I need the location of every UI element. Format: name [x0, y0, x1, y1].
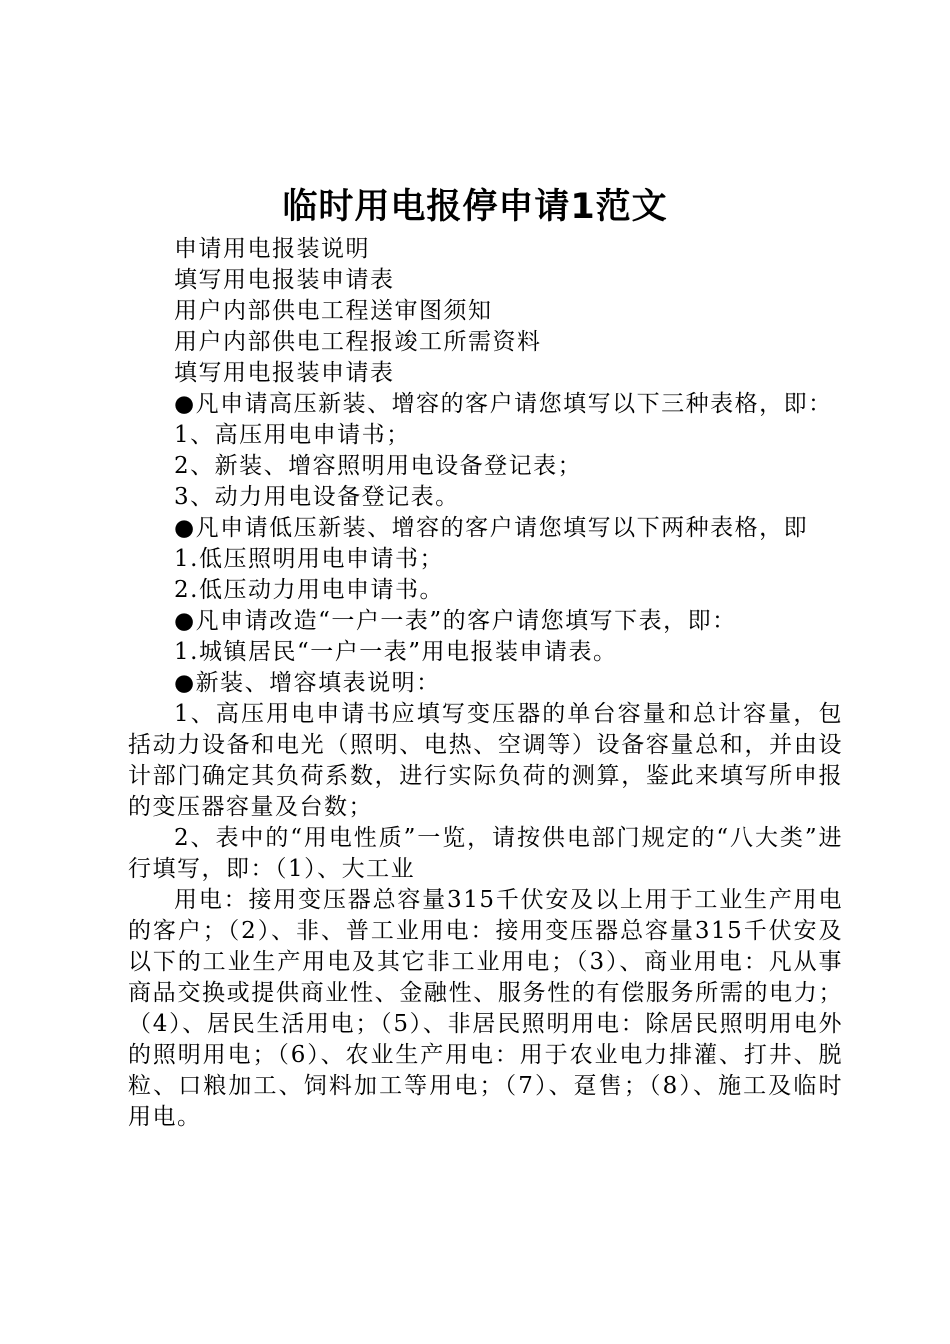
paragraph: 2、表中的“用电性质”一览，请按供电部门规定的“八大类”进行填写，即：（1）、大工业 [128, 825, 843, 882]
document-body [128, 234, 843, 1133]
paragraph: 用电：接用变压器总容量315千伏安及以上用于工业生产用电的客户；（2）、非、普工业用电：接用变压器总容量315千伏安及以下的工业生产用电及其它非工业用电；（3）、商业用电：凡从事商品交换或提供商业性、金融性、服务性的有偿服务所需的电力；（4）、居民生活用电；（5）、非居民照明用电：除居民照明用电外的照明用电；（6）、农业生产用电：用于农业电力排灌、打井、脱粒、口粮加工、饲料加工等用电；（7）、趸售；（8）、施工及临时用电。 [128, 887, 843, 1130]
paragraph: 用户内部供电工程报竣工所需资料 [174, 329, 542, 355]
paragraph: 1.低压照明用电申请书； [174, 546, 444, 572]
document-title: 临时用电报停申请1范文 [282, 187, 668, 227]
paragraph: ●凡申请高压新装、增容的客户请您填写以下三种表格，即： [174, 391, 833, 417]
paragraph: 2.低压动力用电申请书。 [174, 577, 444, 603]
paragraph: 用户内部供电工程送审图须知 [174, 298, 493, 324]
paragraph: ●凡申请低压新装、增容的客户请您填写以下两种表格，即 [174, 515, 809, 541]
paragraph: 申请用电报装说明 [174, 236, 370, 262]
paragraph: ●新装、增容填表说明： [174, 670, 441, 696]
paragraph: 2、新装、增容照明用电设备登记表； [174, 453, 583, 479]
paragraph: 3、动力用电设备登记表。 [174, 484, 460, 510]
paragraph: 填写用电报装申请表 [174, 267, 395, 293]
paragraph: ●凡申请改造“一户一表”的客户请您填写下表，即： [174, 608, 737, 634]
paragraph: 1、高压用电申请书； [174, 422, 411, 448]
paragraph: 1.城镇居民“一户一表”用电报装申请表。 [174, 639, 618, 665]
paragraph: 1、高压用电申请书应填写变压器的单台容量和总计容量，包括动力设备和电光（照明、电热、空调等）设备容量总和，并由设计部门确定其负荷系数，进行实际负荷的测算，鉴此来填写所申报的变压器容量及台数； [128, 701, 843, 820]
paragraph: 填写用电报装申请表 [174, 360, 395, 386]
